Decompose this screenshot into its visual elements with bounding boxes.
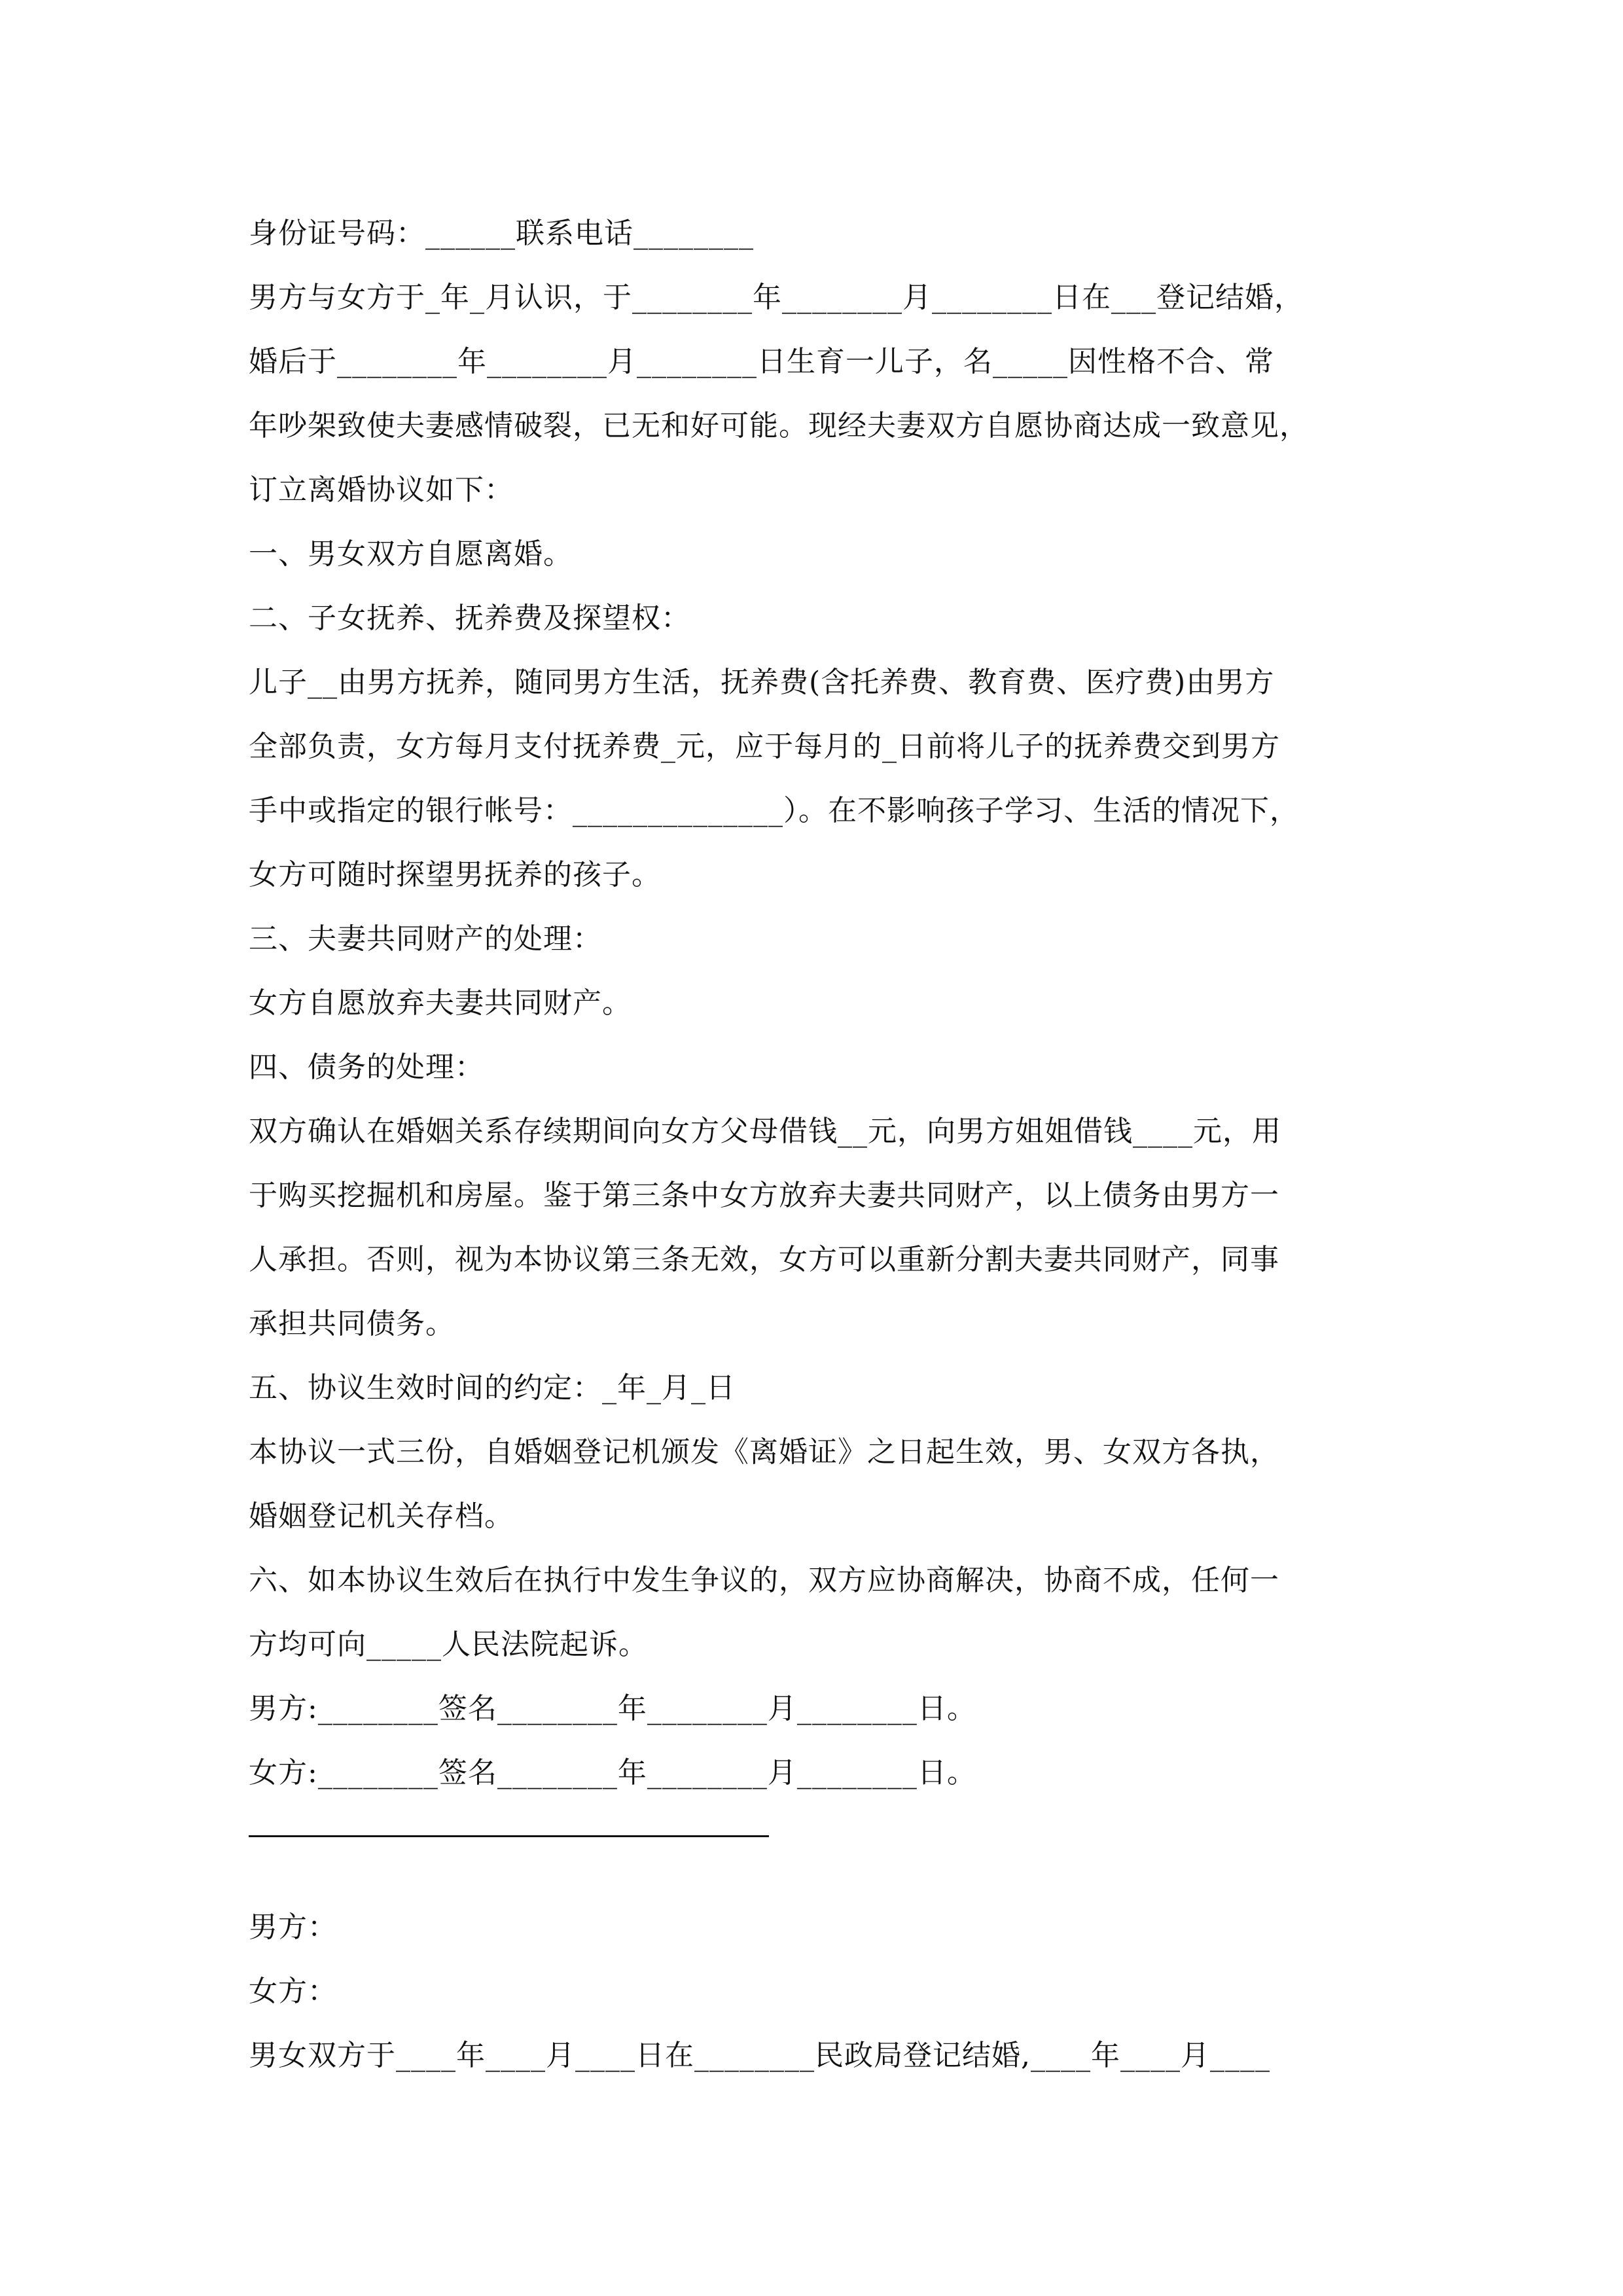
paragraph-line: 婚后于________年________月________日生育一儿子，名_____因性格不合、常 [249,345,1274,378]
paragraph-line: 年吵架致使夫妻感情破裂，已无和好可能。现经夫妻双方自愿协商达成一致意见， [249,409,1309,442]
spacer [249,1869,1400,1895]
clause-heading-5: 五、协议生效时间的约定：_年_月_日 [249,1371,736,1405]
clause-heading-2: 二、子女抚养、抚养费及探望权： [249,601,690,635]
paragraph-line: 男方与女方于_年_月认识，于________年________月________日在___登记结婚， [249,281,1304,314]
paragraph-line: 双方确认在婚姻关系存续期间向女方父母借钱__元，向男方姐姐借钱____元，用 [249,1115,1281,1148]
paragraph-line: 女方自愿放弃夫妻共同财产。 [249,986,632,1020]
female-signature-line: 女方:________签名________年________月________日。 [249,1756,976,1789]
section-separator [249,1805,1400,1869]
clause-heading-1: 一、男女双方自愿离婚。 [249,537,573,571]
male-signature-line: 男方:________签名________年________月________日。 [249,1692,976,1725]
paragraph-line: 本协议一式三份，自婚姻登记机颁发《离婚证》之日起生效，男、女双方各执， [249,1435,1279,1469]
id-and-phone-line: 身份证号码：______联系电话________ [249,217,754,250]
document-page [249,202,1400,2088]
clause-heading-3: 三、夫妻共同财产的处理： [249,922,602,956]
clause-heading-4: 四、债务的处理： [249,1050,484,1084]
paragraph-line: 承担共同债务。 [249,1307,455,1340]
female-party-label: 女方： [249,1975,337,2008]
paragraph-line: 手中或指定的银行帐号：______________）。在不影响孩子学习、生活的情况下， [249,794,1299,827]
registration-line: 男女双方于____年____月____日在________民政局登记结婚,____年____月____ [249,2039,1270,2072]
paragraph-line: 方均可向_____人民法院起诉。 [249,1628,648,1661]
separator-bar [249,1835,769,1837]
paragraph-line: 订立离婚协议如下： [249,473,514,507]
paragraph-line: 全部负责，女方每月支付抚养费_元，应于每月的_日前将儿子的抚养费交到男方 [249,730,1280,763]
male-party-label: 男方： [249,1910,337,1944]
paragraph-line: 女方可随时探望男抚养的孩子。 [249,858,661,891]
clause-heading-6: 六、如本协议生效后在执行中发生争议的，双方应协商解决，协商不成，任何一 [249,1564,1279,1597]
paragraph-line: 婚姻登记机关存档。 [249,1499,514,1533]
paragraph-line: 儿子__由男方抚养，随同男方生活，抚养费(含托养费、教育费、医疗费)由男方 [249,666,1275,699]
paragraph-line: 于购买挖掘机和房屋。鉴于第三条中女方放弃夫妻共同财产，以上债务由男方一 [249,1179,1279,1212]
paragraph-line: 人承担。否则，视为本协议第三条无效，女方可以重新分割夫妻共同财产，同事 [249,1243,1279,1276]
